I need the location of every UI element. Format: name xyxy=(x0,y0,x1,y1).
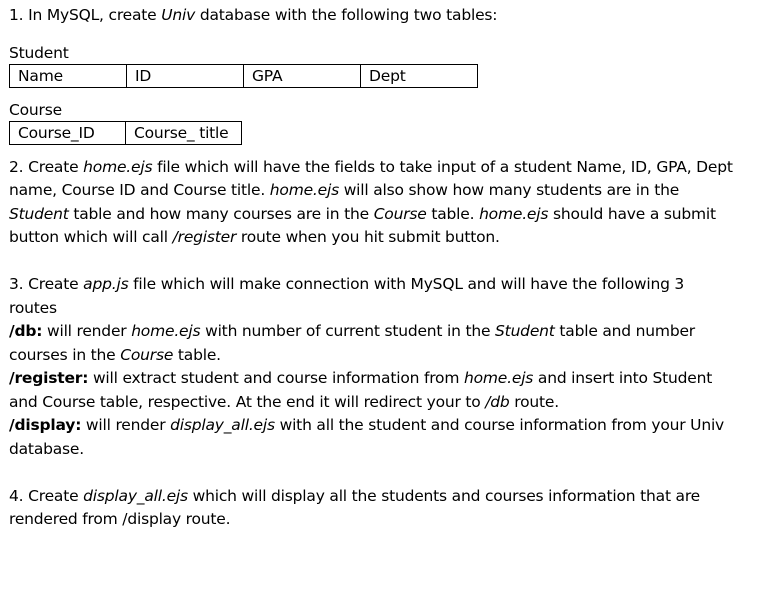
q1-line xyxy=(9,4,771,28)
q2-line-1: 2. Create home.ejs file which will have the fields to take input of a student Name, ID, GPA, Dept xyxy=(9,157,733,176)
course-col-course-title: Course_ title xyxy=(126,121,242,144)
q3-line-6: and Course table, respective. At the end it will redirect your to /db route. xyxy=(9,392,559,411)
course-table-caption: Course xyxy=(9,100,62,119)
table-row xyxy=(10,121,242,144)
q4-line-1: 4. Create display_all.ejs which will display all the students and courses information that are xyxy=(9,486,701,505)
q3-paragraph xyxy=(9,273,771,461)
course-table xyxy=(9,121,242,145)
student-col-name: Name xyxy=(10,64,127,87)
q3-route-display: /display: will render display_all.ejs with all the student and course information from your Univ xyxy=(9,416,725,434)
q1-text-rest: database with the following two tables: xyxy=(195,6,498,24)
course-col-course-id: Course_ID xyxy=(10,121,126,144)
student-table-caption: Student xyxy=(9,43,69,62)
q1-text: 1. In MySQL, create xyxy=(9,6,162,24)
q1-db-name: Univ xyxy=(161,6,196,24)
q2-line-2: name, Course ID and Course title. home.ejs will also show how many students are in the xyxy=(9,181,680,199)
q2-paragraph xyxy=(9,156,771,250)
student-table xyxy=(9,64,478,88)
q2-line-4: button which will call /register route when you hit submit button. xyxy=(9,228,500,246)
q3-route-register: /register: will extract student and course information from home.ejs and insert into Student xyxy=(9,369,713,387)
q2-line-3: Student table and how many courses are in the Course table. home.ejs should have a submit xyxy=(9,204,716,223)
student-col-gpa: GPA xyxy=(244,64,361,87)
q3-line-2: routes xyxy=(9,298,57,317)
q4-paragraph xyxy=(9,485,771,532)
q3-line-4: courses in the Course table. xyxy=(9,345,221,364)
q3-route-db: /db: will render home.ejs with number of current student in the Student table and number xyxy=(9,322,695,340)
q3-line-1: 3. Create app.js file which will make connection with MySQL and will have the following 3 xyxy=(9,275,685,293)
student-col-id: ID xyxy=(127,64,244,87)
student-col-dept: Dept xyxy=(361,64,478,87)
table-row xyxy=(10,64,478,87)
assignment-document xyxy=(9,4,771,532)
q4-line-2: rendered from /display route. xyxy=(9,510,231,528)
q3-line-8: database. xyxy=(9,439,84,458)
